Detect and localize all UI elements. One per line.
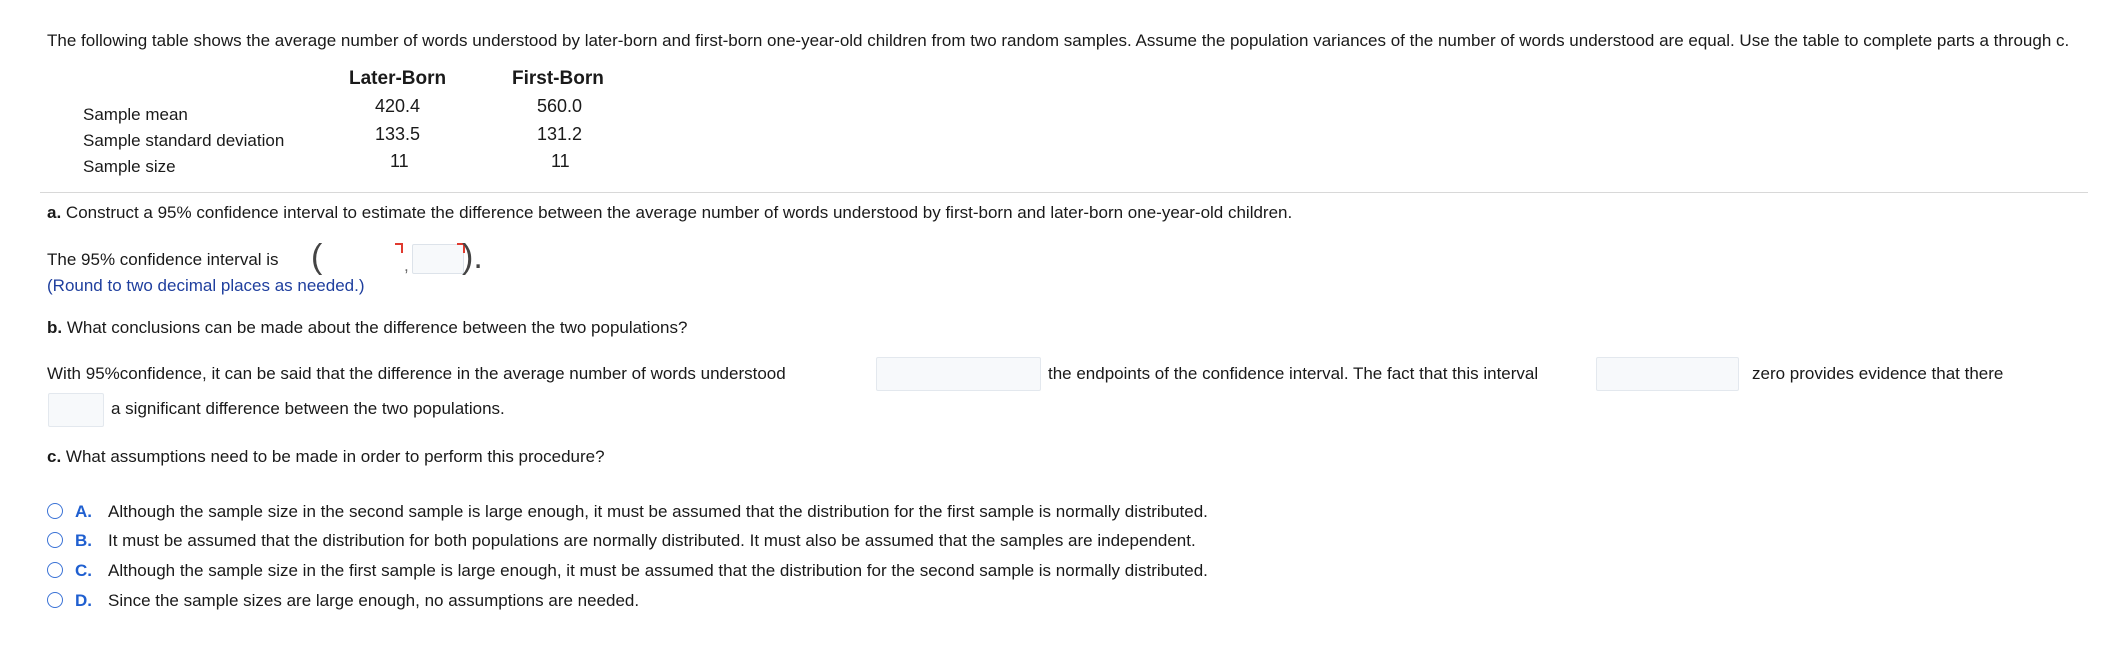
ci-lower-input[interactable] [322,244,404,274]
dropdown-is-isnot[interactable] [48,393,104,427]
option-d-text: Since the sample sizes are large enough, no assumptions are needed. [108,591,640,610]
cell-later-mean: 420.4 [375,96,421,116]
row-label-sample-size: Sample size [83,157,176,176]
radio-option-c[interactable] [47,562,63,578]
part-c-prefix: c. [47,447,62,466]
part-c-question [47,447,605,467]
ci-comma: , [404,256,409,275]
part-b-sentence-start [47,364,786,384]
part-a-answer-line [47,250,279,270]
option-b-letter: B. [75,531,92,550]
cell-first-size: 11 [551,151,570,171]
col-header-later-born: Later-Born [349,68,447,89]
cell-first-sd: 131.2 [537,124,583,144]
row-label-sample-sd: Sample standard deviation [83,131,285,150]
part-b-sentence-2: confidence, it can be said that the difference in the average number of words understood [119,364,786,383]
part-a-question-after: confidence interval to estimate the difference between the average number of words understood by first-born and later-born one-year-old children. [196,203,1293,222]
open-paren: ( [311,238,323,276]
option-d-letter: D. [75,591,92,610]
part-a-question [47,203,1292,223]
part-b-sentence-5: a significant difference between the two populations. [111,399,505,418]
part-a-answer-suffix: confidence interval is [119,250,279,269]
cell-later-size: 11 [390,151,409,171]
part-b-question-text: What conclusions can be made about the difference between the two populations? [66,318,688,337]
option-b-text: It must be assumed that the distribution for both populations are normally distributed. It must also be assumed that the samples are independent. [108,531,1196,550]
cell-later-sd: 133.5 [375,124,421,144]
part-b-prefix: b. [47,318,63,337]
part-b-confidence: 95% [85,364,120,383]
radio-option-b[interactable] [47,532,63,548]
cell-first-mean: 560.0 [537,96,583,116]
part-a-answer-confidence: 95% [81,250,116,269]
part-c-question-text: What assumptions need to be made in order to perform this procedure? [65,447,605,466]
part-a-question-before: Construct a [65,203,153,222]
radio-option-d[interactable] [47,592,63,608]
option-a-text: Although the sample size in the second sample is large enough, it must be assumed that the distribution for the first sample is normally distributed. [108,502,1208,521]
part-b-question [47,318,687,338]
row-label-sample-mean: Sample mean [83,105,188,124]
option-c-letter: C. [75,561,92,580]
part-b-sentence-4: zero provides evidence that there [1752,364,2004,383]
ci-lower-error-icon [395,243,403,253]
part-a-confidence: 95% [157,203,192,222]
part-a-answer-prefix: The [47,250,77,269]
part-b-sentence-3: the endpoints of the confidence interval. The fact that this interval [1048,364,1539,383]
close-paren: ). [462,238,483,276]
dropdown-interval-zero[interactable] [1596,357,1739,391]
intro-text: The following table shows the average number of words understood by later-born and first-born one-year-old children from two random samples. Assume the population variances of the number of words understood are equal. Use the table to complete parts a through c. [47,31,2070,50]
option-c-text: Although the sample size in the first sample is large enough, it must be assumed that the distribution for the second sample is normally distributed. [108,561,1208,580]
radio-option-a[interactable] [47,503,63,519]
section-divider [40,192,2088,193]
rounding-note: (Round to two decimal places as needed.) [47,276,365,295]
option-a-letter: A. [75,502,92,521]
col-header-first-born: First-Born [512,68,604,89]
dropdown-difference-relation[interactable] [876,357,1041,391]
part-b-with: With [47,364,81,383]
part-a-prefix: a. [47,203,62,222]
